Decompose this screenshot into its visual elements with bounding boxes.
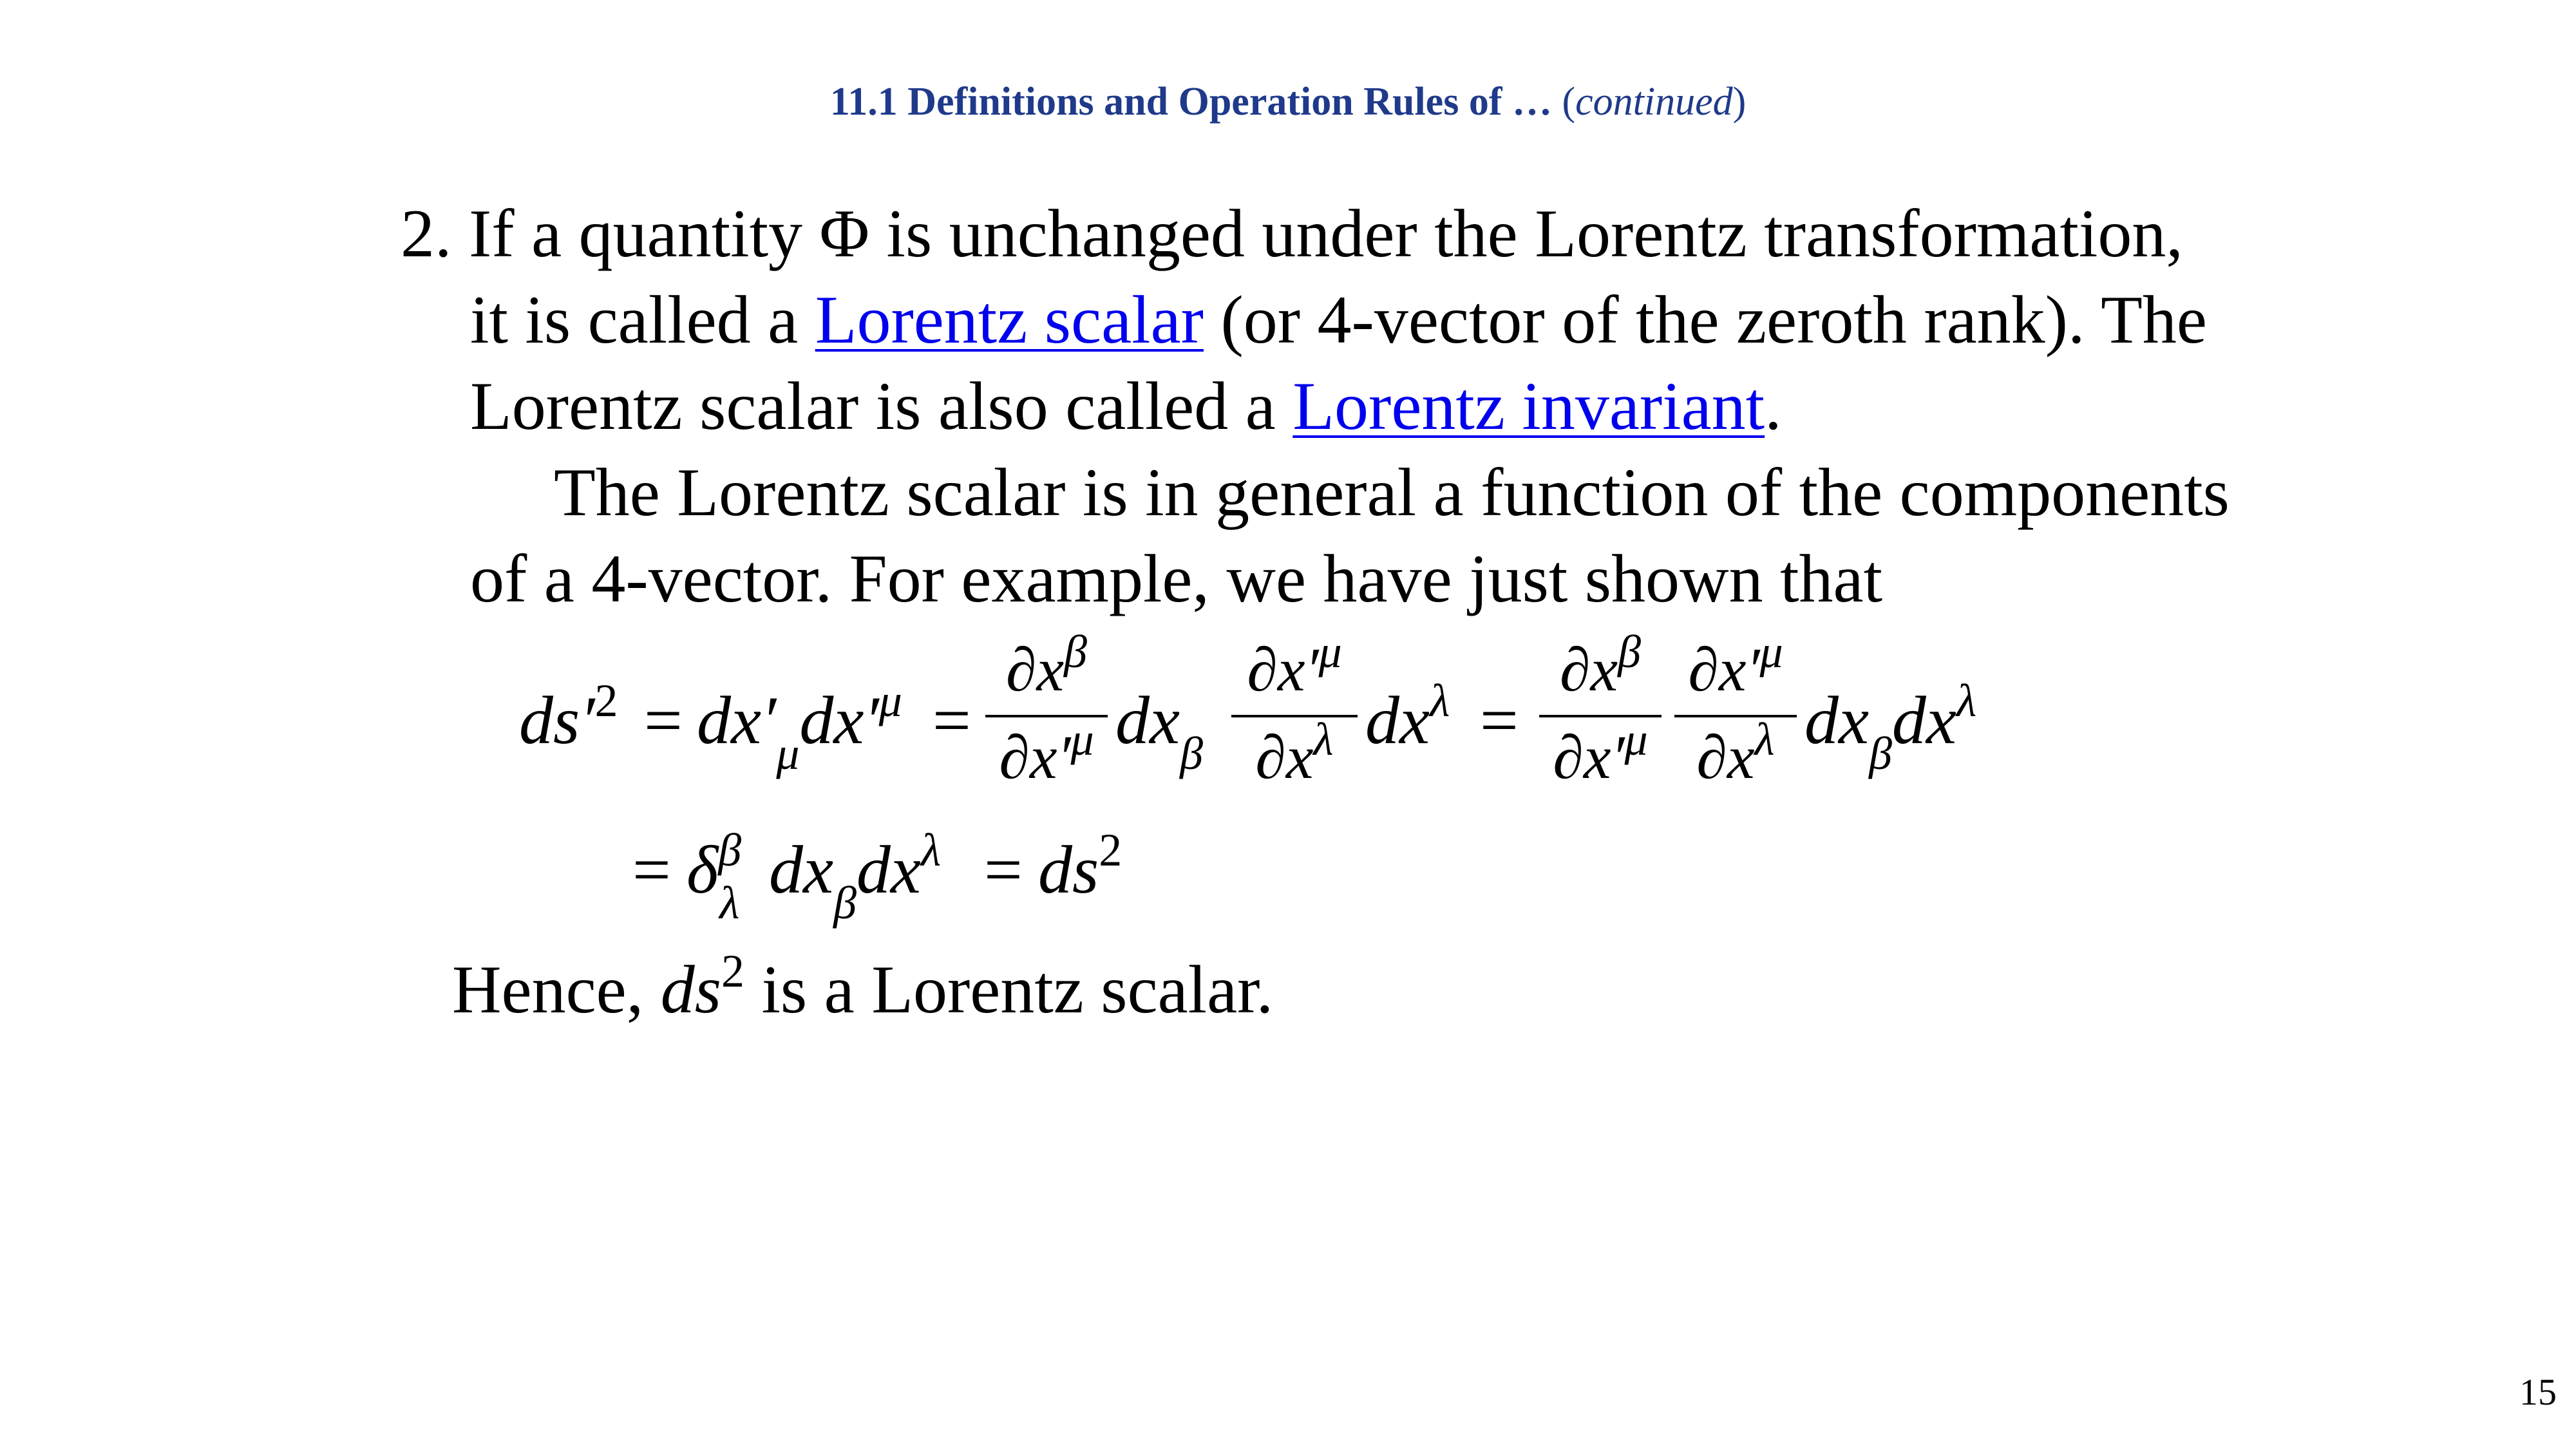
frac1-den-base: ∂x′ [999, 723, 1071, 791]
frac3-num [1539, 626, 1662, 707]
dxbeta2-base: dx [769, 832, 834, 907]
dxlambda-sup: λ [1956, 675, 1977, 726]
eq-lhs [519, 675, 618, 760]
frac4-num-base: ∂x′ [1688, 635, 1760, 704]
frac2-num-base: ∂x′ [1247, 635, 1319, 704]
eq-equals-2: = [933, 683, 971, 758]
dx-beta-1-base: dx [1115, 683, 1180, 758]
lorentz-scalar-link[interactable]: Lorentz scalar [815, 282, 1204, 357]
para1-line2-pre: it is called a [470, 282, 815, 357]
frac1-num-base: ∂x [1006, 635, 1065, 704]
frac2-den-base: ∂x [1255, 723, 1314, 791]
frac4-num-sup: μ [1759, 626, 1783, 677]
eq-term1b-dx: dx′ [799, 683, 879, 758]
eq-equals-1: = [644, 683, 683, 758]
fraction-dxbeta-dxmu-1 [985, 626, 1108, 795]
frac3-den [1539, 714, 1662, 795]
frac3-den-sup: μ [1624, 714, 1648, 765]
frac3-num-sup: β [1618, 626, 1641, 677]
frac1-den [985, 714, 1108, 795]
dxlambda-base: dx [1891, 683, 1956, 758]
eq-equals-5: = [984, 832, 1023, 907]
dx-lambda-1-base: dx [1365, 683, 1430, 758]
eq-dx-beta-1 [1115, 681, 1203, 779]
frac1-num [985, 626, 1108, 707]
eq-lhs-ds: ds′ [519, 683, 595, 758]
frac2-den [1231, 714, 1358, 795]
para1-line1: 2. If a quantity Φ is unchanged under the Lorentz transformation, [401, 196, 2183, 271]
fraction-dxbeta-dxmu-2 [1539, 626, 1662, 795]
eq-term1-dx: dx′ [697, 683, 777, 758]
frac1-num-sup: β [1064, 626, 1087, 677]
frac4-den-base: ∂x [1696, 723, 1755, 791]
eq-dxbeta-dxlambda-2 [769, 824, 942, 929]
conclusion-line [452, 947, 1273, 1040]
eq-rhs [1038, 824, 1122, 909]
frac2-num-sup: μ [1318, 626, 1342, 677]
rhs-sup: 2 [1099, 824, 1122, 876]
eq-lhs-sup: 2 [594, 675, 618, 726]
eq-dx-lambda-1 [1365, 675, 1450, 760]
fraction-dxmu-dxlambda-1 [1231, 626, 1358, 795]
para1-line3-pre: Lorentz scalar is also called a [470, 368, 1293, 444]
para2-line2: of a 4-vector. For example, we have just shown that [470, 541, 1883, 616]
frac3-num-base: ∂x [1560, 635, 1618, 704]
title-cont-close: ) [1732, 80, 1747, 124]
conclusion-ds: ds [660, 952, 721, 1027]
para1-line2 [470, 277, 2207, 363]
eq-kronecker-delta [687, 824, 742, 929]
eq-term1-sub: μ [776, 728, 800, 779]
lorentz-invariant-link[interactable]: Lorentz invariant [1293, 368, 1765, 444]
frac4-num [1674, 626, 1797, 707]
frac1-den-sup: μ [1070, 714, 1094, 765]
title-cont-open: ( [1551, 80, 1576, 124]
dxlambda2-sup: λ [920, 824, 942, 876]
fraction-dxmu-dxlambda-2 [1674, 626, 1797, 795]
eq-equals-3: = [1480, 683, 1519, 758]
eq-term1b-sup: μ [878, 675, 902, 726]
dx-beta-1-sub: β [1180, 728, 1203, 779]
dx-lambda-1-sup: λ [1430, 675, 1450, 726]
dxbeta-sub: β [1869, 728, 1892, 779]
conclusion-pre: Hence, [452, 952, 661, 1027]
eq-equals-4: = [632, 832, 671, 907]
para2-line1: The Lorentz scalar is in general a function of the components [554, 455, 2230, 530]
dxbeta-base: dx [1804, 683, 1870, 758]
dxbeta2-sub: β [833, 877, 857, 929]
frac4-den [1674, 714, 1797, 795]
frac4-den-sup: λ [1754, 714, 1775, 765]
delta-base: δ [687, 832, 719, 907]
rhs-ds: ds [1038, 832, 1099, 907]
page-number: 15 [2519, 1371, 2557, 1413]
dxlambda2-base: dx [856, 832, 921, 907]
conclusion-post: is a Lorentz scalar. [744, 952, 1274, 1027]
frac3-den-base: ∂x′ [1553, 723, 1625, 791]
slide-title [0, 76, 2576, 128]
para1-line3-post: . [1765, 368, 1782, 444]
frac2-den-sup: λ [1313, 714, 1334, 765]
conclusion-sup: 2 [721, 945, 744, 997]
para1-line3 [470, 363, 1782, 450]
frac2-num [1231, 626, 1358, 707]
delta-sup: β [718, 824, 742, 876]
eq-dxbeta-dxlambda [1804, 675, 1977, 779]
para1-line2-post: (or 4-vector of the zeroth rank). The [1203, 282, 2207, 357]
frac4-bar [1674, 715, 1797, 717]
title-continued: continued [1575, 80, 1733, 124]
slide-title-main: 11.1 Definitions and Operation Rules of … [829, 80, 1552, 124]
delta-sub: λ [719, 877, 740, 929]
frac2-bar [1231, 715, 1358, 717]
eq-term1 [697, 675, 902, 779]
